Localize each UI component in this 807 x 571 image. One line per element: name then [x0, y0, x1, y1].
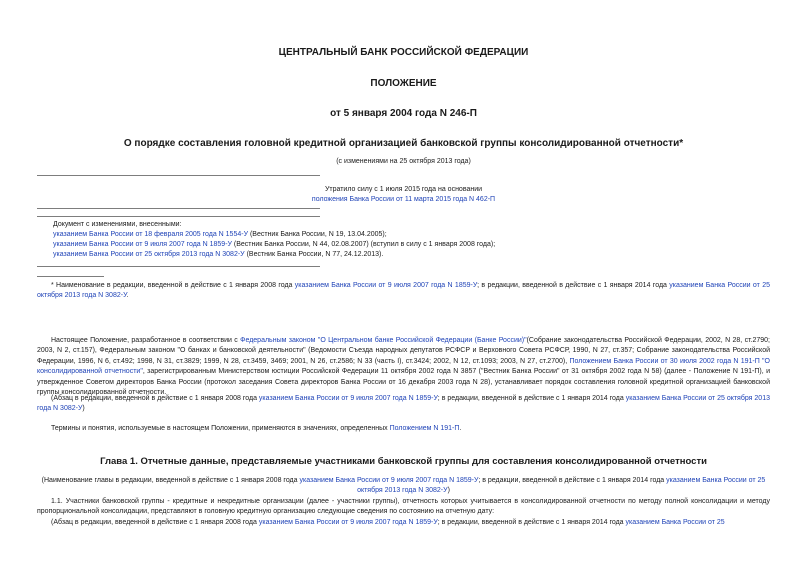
- changes-item: [53, 230, 773, 240]
- note-text: (Абзац в редакции, введенной в действие с 1 января 2008 года: [51, 395, 259, 402]
- note-link-1[interactable]: указанием Банка России от 9 июля 2007 года N 1859-У: [258, 395, 438, 402]
- changes-block: [53, 220, 773, 260]
- changes-intro: Документ с изменениями, внесенными:: [53, 221, 182, 228]
- terms-link[interactable]: Положением N 191-П: [389, 425, 460, 432]
- divider: [37, 208, 320, 209]
- clause-1-1: 1.1. Участники банковской группы - кредитные и некредитные организации (далее - участники группы), отчетность которых учитывается в консолидированной отчетности по методу полной консолидации и методу пропорциональной консолидации, представляют в головную кредитную организацию следующие сведения по состоянию на отчетную дату:: [37, 498, 770, 516]
- footnote: [37, 281, 770, 302]
- footnote-text: ; в редакции, введенной в действие с 1 января 2014 года: [477, 282, 670, 289]
- clause-note-link-1[interactable]: указанием Банка России от 9 июля 2007 года N 1859-У: [258, 519, 438, 526]
- change-link-3[interactable]: указанием Банка России от 25 октября 2013 года N 3082-У: [53, 251, 245, 258]
- lost-force-text: Утратило силу с 1 июля 2015 года на основании: [324, 186, 483, 193]
- clause-note-link-2[interactable]: указанием Банка России от 25: [625, 519, 725, 526]
- preamble-text: Настоящее Положение, разработанное в соответствии с: [51, 337, 241, 344]
- note-link-2[interactable]: указанием Банка России от 25 октября 2013 года N 3082-У: [37, 395, 770, 413]
- note-text: ): [447, 487, 450, 494]
- org-name: ЦЕНТРАЛЬНЫЙ БАНК РОССИЙСКОЙ ФЕДЕРАЦИИ: [278, 47, 529, 58]
- note-text: ; в редакции, введенной в действие с 1 января 2014 года: [437, 519, 626, 526]
- footnote-divider: [37, 276, 104, 277]
- changes-item: [53, 250, 773, 260]
- note-text: ; в редакции, введенной в действие с 1 января 2014 года: [437, 395, 626, 402]
- doc-type: ПОЛОЖЕНИЕ: [370, 78, 437, 89]
- note-text: (Абзац в редакции, введенной в действие с 1 января 2008 года: [51, 519, 259, 526]
- chapter-note-link-2[interactable]: указанием Банка России от 25 октября 2013 года N 3082-У: [357, 477, 766, 494]
- terms-text: Термины и понятия, используемые в настоящем Положении, применяются в значениях, определенных: [51, 425, 390, 432]
- divider: [37, 216, 320, 217]
- changes-item: [53, 240, 773, 250]
- footnote-link-2[interactable]: указанием Банка России от 25 октября 2013 года N 3082-У: [37, 282, 770, 300]
- central-bank-law-link[interactable]: Федеральным законом "О Центральном банке Российской Федерации (Банке России)": [240, 337, 527, 344]
- preamble: [37, 336, 770, 398]
- preamble-text: (Собрание законодательства Российской Федерации, 2002, N 28, ст.2790; 2003, N 2, ст.157), Федеральным законом "О банках и банковской деятельности" (Ведомости Съезда народных депутатов РСФСР и Верховного Совета РСФСР, 1990, N 27, ст.357; Собрание законодательства Российской Федерации, 1996, N 6, ст.492; 1998, N 31, ст.3829; 1999, N 28, ст.3459, 3469; 2001, N 26, ст.2586; N 33 (часть I), ст.3424; 2002, N 12, ст.1093; 2003, N 27, ст.2700),: [37, 337, 771, 365]
- amendment-note: (с изменениями на 25 октября 2013 года): [336, 158, 471, 165]
- doc-date-number: от 5 января 2004 года N 246-П: [330, 108, 477, 119]
- lost-force-link[interactable]: положения Банка России от 11 марта 2015 года N 462-П: [311, 196, 496, 203]
- doc-title: О порядке составления головной кредитной организацией банковской группы консолидированной отчетности*: [123, 138, 684, 149]
- chapter-note-link-1[interactable]: указанием Банка России от 9 июля 2007 года N 1859-У: [299, 477, 479, 484]
- chapter-1-amend-note: [37, 476, 770, 496]
- terms-paragraph: [37, 424, 770, 434]
- change-link-1[interactable]: указанием Банка России от 18 февраля 2005 года N 1554-У: [53, 231, 249, 238]
- divider: [37, 175, 320, 176]
- change-text-3: (Вестник Банка России, N 77, 24.12.2013).: [244, 251, 384, 258]
- footnote-text: * Наименование в редакции, введенной в действие с 1 января 2008 года: [51, 282, 295, 289]
- preamble-text: , зарегистрированным Министерством юстиции Российской Федерации 11 октября 2002 года N 3857 ("Вестник Банка России" от 31 октября 2002 года N 58) (далее - Положение N 191-П), и утвержденное Советом директоров Банка России (протокол заседания Совета директоров Банка России от 16 декабря 2003 года N 28), устанавливает порядок составления головной кредитной организацией банковской группы консолидированной отчетности.: [37, 368, 770, 397]
- lost-force-link-line: [0, 195, 807, 205]
- note-text: ; в редакции, введенной в действие с 1 января 2014 года: [478, 477, 667, 484]
- preamble-amend-note: [37, 394, 770, 415]
- terms-text: .: [459, 425, 462, 432]
- change-link-2[interactable]: указанием Банка России от 9 июля 2007 года N 1859-У: [53, 241, 232, 248]
- divider: [37, 266, 320, 267]
- footnote-link-1[interactable]: указанием Банка России от 9 июля 2007 года N 1859-У: [294, 282, 478, 289]
- change-text-1: (Вестник Банка России, N 19, 13.04.2005);: [248, 231, 387, 238]
- regulation-191p-link[interactable]: Положением Банка России от 30 июля 2002 года N 191-П "О консолидированной отчетности": [37, 357, 770, 376]
- note-text: ): [82, 405, 85, 413]
- chapter-1-title: Глава 1. Отчетные данные, представляемые участниками банковской группы для составления консолидированной отчетности: [100, 456, 707, 467]
- change-text-2: (Вестник Банка России, N 44, 02.08.2007) (вступил в силу с 1 января 2008 года);: [231, 241, 496, 248]
- clause-1-1-amend-note: [37, 518, 770, 529]
- note-text: (Наименование главы в редакции, введенной в действие с 1 января 2008 года: [41, 477, 300, 484]
- footnote-text: .: [126, 292, 129, 300]
